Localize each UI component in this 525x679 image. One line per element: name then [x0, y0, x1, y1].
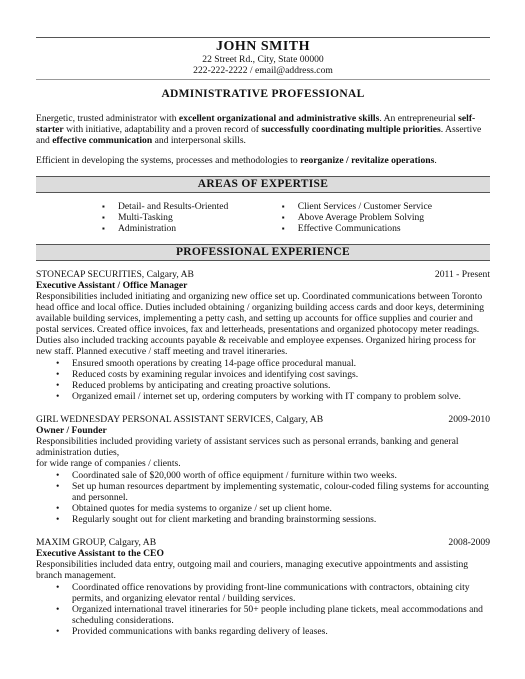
job-header: [36, 269, 490, 280]
achievement-item: • Obtained quotes for media systems to organize / set up client home.: [36, 503, 490, 514]
job-title: Executive Assistant / Office Manager: [36, 280, 188, 291]
summary-section: [36, 113, 490, 166]
top-rule: [36, 37, 490, 38]
achievement-item: • Organized email / internet set up, ordering computers by working with IT company to problem solve.: [36, 391, 490, 402]
summary-text: Efficient in developing the systems, processes and methodologies to: [36, 155, 301, 166]
experience-heading: PROFESSIONAL EXPERIENCE: [36, 244, 490, 261]
job-description: Responsibilities included initiating and organizing new office set up. Coordinated communications between Toronto head office and local office. Duties included obtaining / organizing building access cards and door keys, determining available building services, implementing a petty cash, and setting up accounts for office supplies and courier and postal services. Created office invoices, fax and letterheads, presentations and organized photocopy meter readings. Duties also included tracking accounts payable & receivable and employee expenses. Organized hiring process for new staff. Planned executive / staff meeting and travel itineraries.: [36, 291, 485, 357]
job-header: [36, 537, 490, 548]
expertise-column-right: [282, 201, 432, 234]
achievement-item: • Ensured smooth operations by creating 14-page office procedural manual.: [36, 358, 490, 369]
achievement-item: • Set up human resources department by implementing systematic, colour-coded filing systems for accounting and personnel.: [36, 481, 490, 503]
job-title: Executive Assistant to the CEO: [36, 548, 164, 559]
job-description-continued: for wide range of companies / clients.: [36, 458, 181, 469]
achievement-item: • Reduced problems by anticipating and creating proactive solutions.: [36, 380, 490, 391]
professional-title: ADMINISTRATIVE PROFESSIONAL: [161, 88, 365, 100]
summary-emphasis: self-starter: [36, 113, 476, 135]
job-entry: [36, 537, 490, 637]
expertise-item: ▪ Detail- and Results-Oriented: [102, 201, 228, 212]
job-header: [36, 414, 490, 425]
job-dates: 2011 - Present: [434, 269, 490, 280]
job-dates: 2008-2009: [448, 537, 490, 548]
summary-emphasis: successfully coordinating multiple priorities: [261, 124, 441, 135]
job-company: MAXIM GROUP, Calgary, AB: [36, 537, 157, 548]
summary-text: Energetic, trusted administrator with: [36, 113, 179, 124]
summary-emphasis: effective communication: [52, 135, 153, 146]
job-description: Responsibilities included data entry, outgoing mail and couriers, managing executive appointments and assisting branch management.: [36, 559, 469, 581]
expertise-item: ▪ Above Average Problem Solving: [282, 212, 432, 223]
candidate-name: JOHN SMITH: [215, 39, 311, 54]
achievement-item: • Organized international travel itineraries for 50+ people including plane tickets, meal accommodations and scheduling considerations.: [36, 604, 490, 626]
job-description: Responsibilities included providing variety of assistant services such as personal errands, banking and general administration duties,: [36, 436, 459, 458]
achievement-item: • Reduced costs by examining regular invoices and identifying cost savings.: [36, 369, 490, 380]
expertise-item: ▪ Client Services / Customer Service: [282, 201, 432, 212]
achievement-item: • Regularly sought out for client marketing and branding brainstorming sessions.: [36, 514, 490, 525]
job-entry: [36, 269, 490, 402]
summary-paragraph-2: [36, 155, 490, 166]
expertise-item: ▪ Administration: [102, 223, 228, 234]
summary-text: and interpersonal skills.: [152, 135, 246, 146]
resume-page: [36, 0, 490, 637]
summary-paragraph-1: [36, 113, 490, 146]
summary-text: . Assertive and: [36, 124, 482, 146]
expertise-item: ▪ Multi-Tasking: [102, 212, 228, 223]
job-company: STONECAP SECURITIES, Calgary, AB: [36, 269, 194, 280]
job-title: Owner / Founder: [36, 425, 107, 436]
summary-text: . An entrepreneurial: [379, 113, 459, 124]
contact-line: 222-222-2222 / email@address.com: [193, 65, 333, 76]
job-company: GIRL WEDNESDAY PERSONAL ASSISTANT SERVICES, Calgary, AB: [36, 414, 324, 425]
job-achievements: [36, 358, 490, 402]
expertise-list: [102, 201, 432, 234]
expertise-column-left: [102, 201, 228, 234]
address-line: 22 Street Rd., City, State 00000: [202, 54, 324, 65]
job-entry: [36, 414, 490, 525]
contact-rule: [36, 79, 490, 80]
job-achievements: [36, 582, 490, 637]
job-achievements: [36, 470, 490, 525]
summary-text: .: [434, 155, 437, 166]
expertise-heading: AREAS OF EXPERTISE: [36, 176, 490, 193]
summary-emphasis: reorganize / revitalize operations: [300, 155, 435, 166]
summary-emphasis: excellent organizational and administrative skills: [178, 113, 380, 124]
achievement-item: • Provided communications with banks regarding delivery of leases.: [36, 626, 490, 637]
achievement-item: • Coordinated sale of $20,000 worth of office equipment / furniture within two weeks.: [36, 470, 490, 481]
achievement-item: • Coordinated office renovations by providing front-line communications with contractors, obtaining city permits, and organizing elevator rental / building services.: [36, 582, 490, 604]
expertise-item: ▪ Effective Communications: [282, 223, 432, 234]
summary-text: with initiative, adaptability and a proven record of: [63, 124, 262, 135]
job-dates: 2009-2010: [448, 414, 490, 425]
